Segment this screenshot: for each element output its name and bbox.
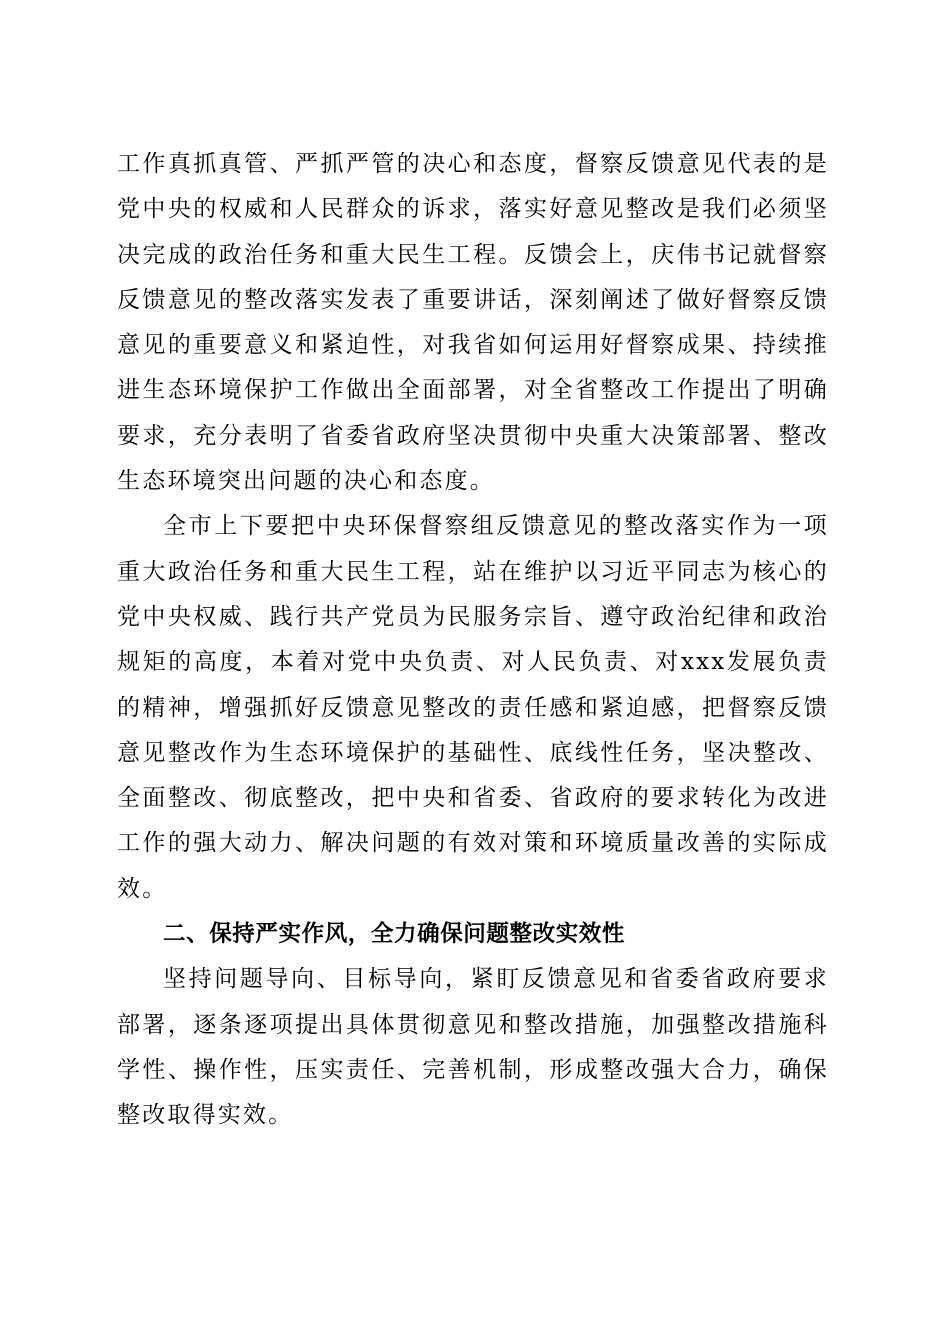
paragraph-continuation: 工作真抓真管、严抓严管的决心和态度，督察反馈意见代表的是党中央的权威和人民群众的诉求，落实好意见整改是我们必须坚决完成的政治任务和重大民生工程。反馈会上，庆伟书记就督察反馈意见的整改落实发表了重要讲话，深刻阐述了做好督察反馈意见的重要意义和紧迫性，对我省如何运用好督察成果、持续推进生态环境保护工作做出全面部署，对全省整改工作提出了明确要求，充分表明了省委省政府坚决贯彻中央重大决策部署、整改生态环境突出问题的决心和态度。 <box>117 151 829 495</box>
paragraph-rectification-task: 全市上下要把中央环保督察组反馈意见的整改落实作为一项重大政治任务和重大民生工程，站在维护以习近平同志为核心的党中央权威、践行共产党员为民服务宗旨、遵守政治纪律和政治规矩的高度，本着对党中央负责、对人民负责、对xxx发展负责的精神，增强抓好反馈意见整改的责任感和紧迫感，把督察反馈意见整改作为生态环境保护的基础性、底线性任务，坚决整改、全面整改、彻底整改，把中央和省委、省政府的要求转化为改进工作的强大动力、解决问题的有效对策和环境质量改善的实际成效。 <box>117 513 829 902</box>
section-heading: 二、保持严实作风，全力确保问题整改实效性 <box>163 921 626 948</box>
document-body <box>117 142 829 1139</box>
paragraph-problem-orientation: 坚持问题导向、目标导向，紧盯反馈意见和省委省政府要求部署，逐条逐项提出具体贯彻意见和整改措施，加强整改措施科学性、操作性，压实责任、完善机制，形成整改强大合力，确保整改取得实效。 <box>117 966 829 1129</box>
